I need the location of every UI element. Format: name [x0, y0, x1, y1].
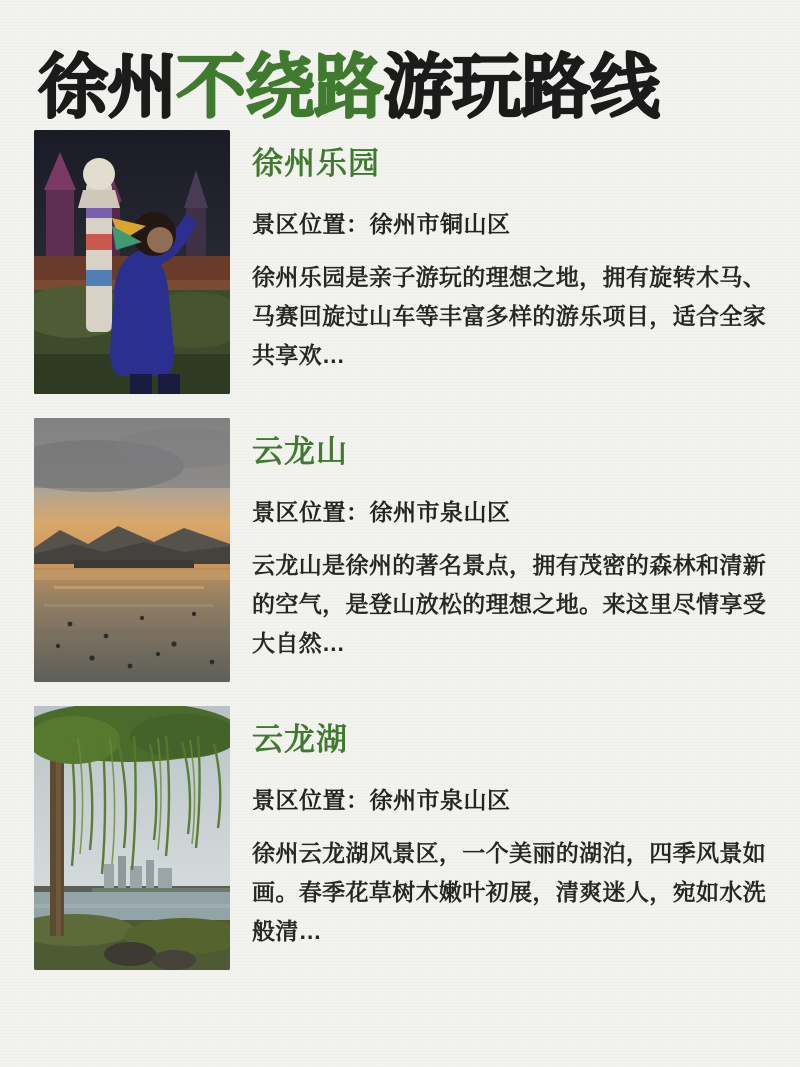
page-title [34, 0, 766, 128]
title-text [38, 48, 766, 126]
spot-name: 云龙山 [252, 434, 348, 469]
list-item[interactable] [34, 418, 766, 690]
spot-photo-1 [34, 130, 230, 394]
spot-description: 徐州云龙湖风景区，一个美丽的湖泊，四季风景如画。春季花草树木嫩叶初展，清爽迷人，宛如水洗般清… [252, 840, 766, 944]
bottom-spacer [34, 978, 766, 1018]
title-segment-1: 徐州 [38, 46, 176, 128]
spot-photo-2 [34, 418, 230, 682]
list-item[interactable] [34, 706, 766, 978]
spot-location: 景区位置：徐州市铜山区 [252, 211, 511, 237]
title-segment-2: 不绕路 [176, 46, 383, 128]
spot-photo-3 [34, 706, 230, 970]
spot-name: 徐州乐园 [252, 146, 380, 181]
list-item[interactable] [34, 130, 766, 402]
spot-location: 景区位置：徐州市泉山区 [252, 787, 511, 813]
spot-description: 徐州乐园是亲子游玩的理想之地，拥有旋转木马、马赛回旋过山车等丰富多样的游乐项目，适合全家共享欢… [252, 264, 766, 368]
spot-description: 云龙山是徐州的著名景点，拥有茂密的森林和清新的空气，是登山放松的理想之地。来这里尽情享受大自然… [252, 552, 766, 656]
spot-content-2 [252, 418, 766, 690]
title-segment-3: 游玩路线 [383, 46, 659, 128]
spot-content-1 [252, 130, 766, 402]
spot-content-3 [252, 706, 766, 978]
spot-name: 云龙湖 [252, 722, 348, 757]
spot-location: 景区位置：徐州市泉山区 [252, 499, 511, 525]
